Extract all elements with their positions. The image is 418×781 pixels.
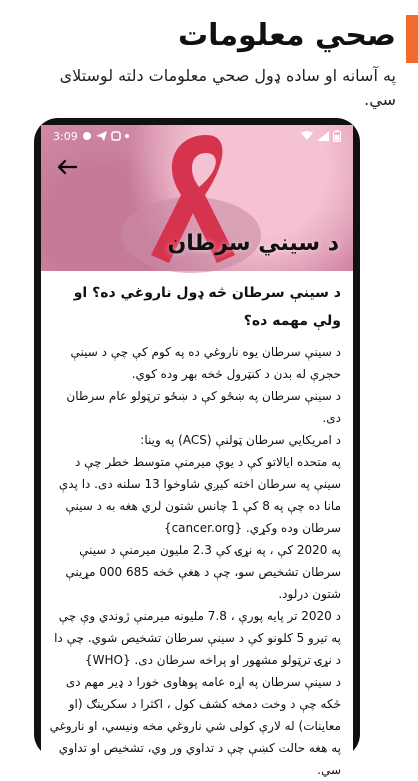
notification-icon: [82, 131, 92, 141]
wifi-icon: [301, 131, 313, 141]
hero-image: [41, 125, 353, 271]
status-left: [53, 130, 129, 143]
dot-icon: [125, 134, 129, 138]
article-title-bar: [41, 221, 353, 265]
phone-frame: [34, 118, 360, 777]
promo-title: صحي معلومات: [178, 18, 396, 53]
phone-screen: [41, 125, 353, 777]
send-icon: [96, 131, 107, 141]
promo-subtitle: په آسانه او ساده ډول صحي معلومات دلته لوستلای سي.: [59, 66, 396, 109]
article-title: د سیني سرطان: [167, 230, 339, 256]
status-bar: [41, 125, 353, 147]
signal-icon: [317, 131, 329, 141]
accent-bar: [406, 15, 418, 63]
status-right: [301, 130, 341, 142]
section-heading: د سینې سرطان څه ډول ناروغي ده؟ او ولې مهمه ده؟: [73, 285, 341, 329]
article-content[interactable]: [41, 271, 353, 777]
app-icon: [111, 131, 121, 141]
article-body: د سینې سرطان یوه ناروغي ده په کوم کې چې د سینې حجرې له بدن د کنټرول څخه بهر وده کوي. د سینې سرطان په ښځو کې د ښځو ترټولو عام سرطان دی. د امریکایي سرطان ټولنې (ACS) په وینا: په متحده ایالاتو کې د یوې میرمنې متوسط خطر چې د سینې په سرطان اخته کیږي شاوخوا 13 سلنه دی. دا پدې مانا ده چې په 8 کې 1 چانس شتون لري هغه به د سینې سرطان وده وکړي. {cancer.org} په 2020 کې ، په نړۍ کې 2.3 ملیون میرمنې د سینې سرطان تشخیص سو، چې د هغې څخه 685 000 مړینې شتون درلود. د 2020 تر پایه پورې ، 7.8 ملیونه میرمنې ژوندي وې چې په تیرو 5 کلونو کې د سینې سرطان تشخیص شوي. چې دا د نړۍ ترټولو مشهور او پراخه سرطان دی. {WHO} د سینې سرطان په اړه عامه پوهاوی خورا د ډیر مهم دی څکه چې د وخت دمخه کشف کول ، اکثرا د سکرینګ (او معاینات) له لارې کولی شي ناروغي مخه ونیسي، او ناروغي په هغه حالت کښې چې د تداوي ور وي، تشخیص او تداوي سي.: [49, 345, 341, 777]
arrow-back-icon: [57, 159, 77, 175]
battery-icon: [333, 130, 341, 142]
status-time: 3:09: [53, 129, 78, 143]
back-button[interactable]: [53, 155, 81, 179]
